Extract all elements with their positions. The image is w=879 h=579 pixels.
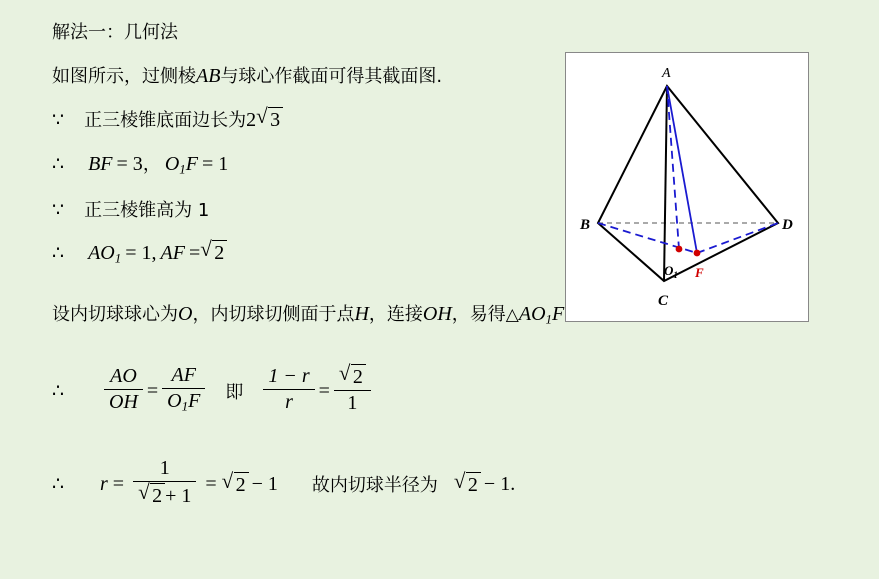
result-minus-one: − 1 [251, 472, 278, 495]
equals-sign-1: = [146, 379, 159, 402]
sqrt-2-den-body: 2 [150, 483, 165, 508]
because-symbol-2: ∵ [52, 198, 65, 221]
equals-sign-4: = [205, 472, 217, 495]
fraction-numerator-sqrt2 [334, 360, 371, 391]
sqrt-3-body: 3 [268, 107, 283, 132]
because-symbol-1: ∵ [52, 109, 65, 131]
edge-a-c [664, 86, 667, 281]
radical-glyph-icon: √ [338, 360, 351, 385]
fraction-denominator-sqrt2plus1 [133, 479, 196, 508]
fraction-numerator-1minusr: 1 − r [263, 365, 314, 390]
triangle-symbol-1: △ [505, 305, 519, 326]
fraction-numerator-ao: AO [104, 365, 143, 390]
af-variable: AF [160, 241, 185, 264]
af-equals: = [188, 241, 201, 264]
label-o1: $O_1$ [664, 263, 678, 280]
pyramid-figure [565, 52, 809, 322]
fraction-numerator-1: 1 [133, 457, 196, 482]
sqrt-2-af-body: 2 [212, 240, 227, 265]
fraction-af-over-o1f [162, 364, 205, 415]
ao1-variable: AO [88, 241, 115, 264]
blue-line-a-f [667, 86, 697, 253]
final-equation-row [52, 456, 855, 510]
triangle-ao1f-sub: 1 [545, 311, 553, 327]
period: . [510, 472, 516, 495]
fraction-sqrt2-over-1 [334, 360, 371, 415]
sqrt-2-ratio [338, 360, 366, 389]
center-o: O [178, 303, 193, 326]
den-f: F [188, 390, 201, 413]
therefore-symbol-2: ∴ [52, 241, 65, 264]
label-f: F [695, 265, 704, 280]
therefore-symbol-4: ∴ [52, 473, 65, 496]
den-plus-one: + 1 [165, 484, 192, 507]
ao1-equals: = 1, [125, 241, 157, 264]
bf-variable: BF [88, 153, 113, 175]
r-variable: r [100, 472, 108, 495]
fraction-denominator-one: 1 [347, 391, 358, 414]
o1f-subscript: 1 [179, 161, 186, 177]
sqrt-2-conclusion [453, 468, 481, 497]
fraction-denominator-oh: OH [109, 390, 138, 413]
label-c: C [658, 293, 669, 309]
pyramid-outline [598, 86, 778, 281]
sqrt-2-af [200, 236, 227, 265]
o1f-variable-f: F [185, 153, 198, 175]
point-h: H [354, 303, 369, 326]
point-o1 [676, 246, 683, 253]
equals-sign-3: = [112, 472, 125, 495]
radical-glyph-icon: √ [200, 236, 212, 261]
intro-suffix: 与球心作截面可得其截面图. [220, 66, 443, 87]
label-a: A [662, 66, 671, 81]
statement-text-3: 正三棱锥高为 1 [84, 199, 210, 221]
conclusion-minus-one: − 1 [483, 472, 511, 495]
fraction-1minusr-over-r [263, 365, 314, 414]
intro-variable: AB [196, 65, 221, 87]
o1f-variable-o: O [164, 153, 180, 175]
comma-1: ， [142, 154, 161, 175]
sqrt-2-den [138, 479, 165, 508]
radical-glyph-icon: √ [256, 104, 268, 128]
fraction-numerator-af: AF [162, 364, 205, 389]
sqrt-3 [256, 104, 283, 132]
intro-prefix: 如图所示，过侧棱 [52, 66, 196, 87]
fraction-ao-over-oh [104, 365, 143, 414]
bf-equals: = 3 [116, 153, 143, 175]
triangle-ao1f: AO [518, 303, 546, 326]
conclusion-text: 故内切球半径为 [311, 475, 438, 497]
segment-oh: OH [422, 303, 452, 326]
equals-sign-2: = [318, 379, 330, 402]
para-text-2: ，内切球切侧面于点 [192, 304, 355, 326]
point-f [694, 250, 701, 257]
label-b: B [580, 217, 591, 233]
radical-glyph-icon: √ [453, 468, 466, 493]
pyramid-svg [566, 53, 806, 319]
fraction-1-over-sqrt2plus1 [133, 457, 196, 508]
therefore-symbol-3: ∴ [52, 380, 65, 403]
ratio-equation-row [52, 360, 855, 417]
radical-glyph-icon: √ [221, 468, 234, 493]
page-title: 解法一：几何法 [52, 22, 178, 43]
den-o: O [167, 390, 182, 413]
sqrt-2-result [221, 468, 249, 497]
sqrt-2-ratio-body: 2 [351, 364, 366, 389]
therefore-symbol-1: ∴ [52, 153, 65, 175]
fraction-denominator-o1f [162, 389, 205, 415]
label-d: D [782, 217, 793, 233]
para-text-4: ，易得 [451, 304, 506, 326]
ji-text: 即 [225, 382, 244, 404]
radical-glyph-icon: √ [138, 479, 150, 504]
blue-dashed-a-o1 [667, 86, 679, 249]
para-text-1: 设内切球球心为 [52, 304, 178, 326]
triangle-ao1f-f: F [552, 303, 565, 326]
blue-dashed-f-d [697, 223, 778, 253]
den-o-sub: 1 [181, 398, 189, 414]
para-text-3: ，连接 [368, 304, 423, 326]
value-number-1: 2 [246, 109, 257, 131]
ao1-subscript: 1 [114, 250, 122, 266]
fraction-denominator-r: r [285, 390, 293, 413]
statement-text-1: 正三棱锥底面边长为 [84, 110, 247, 131]
sqrt-2-result-body: 2 [234, 472, 249, 497]
sqrt-2-conclusion-body: 2 [466, 472, 481, 497]
o1f-equals: = 1 [201, 153, 229, 175]
